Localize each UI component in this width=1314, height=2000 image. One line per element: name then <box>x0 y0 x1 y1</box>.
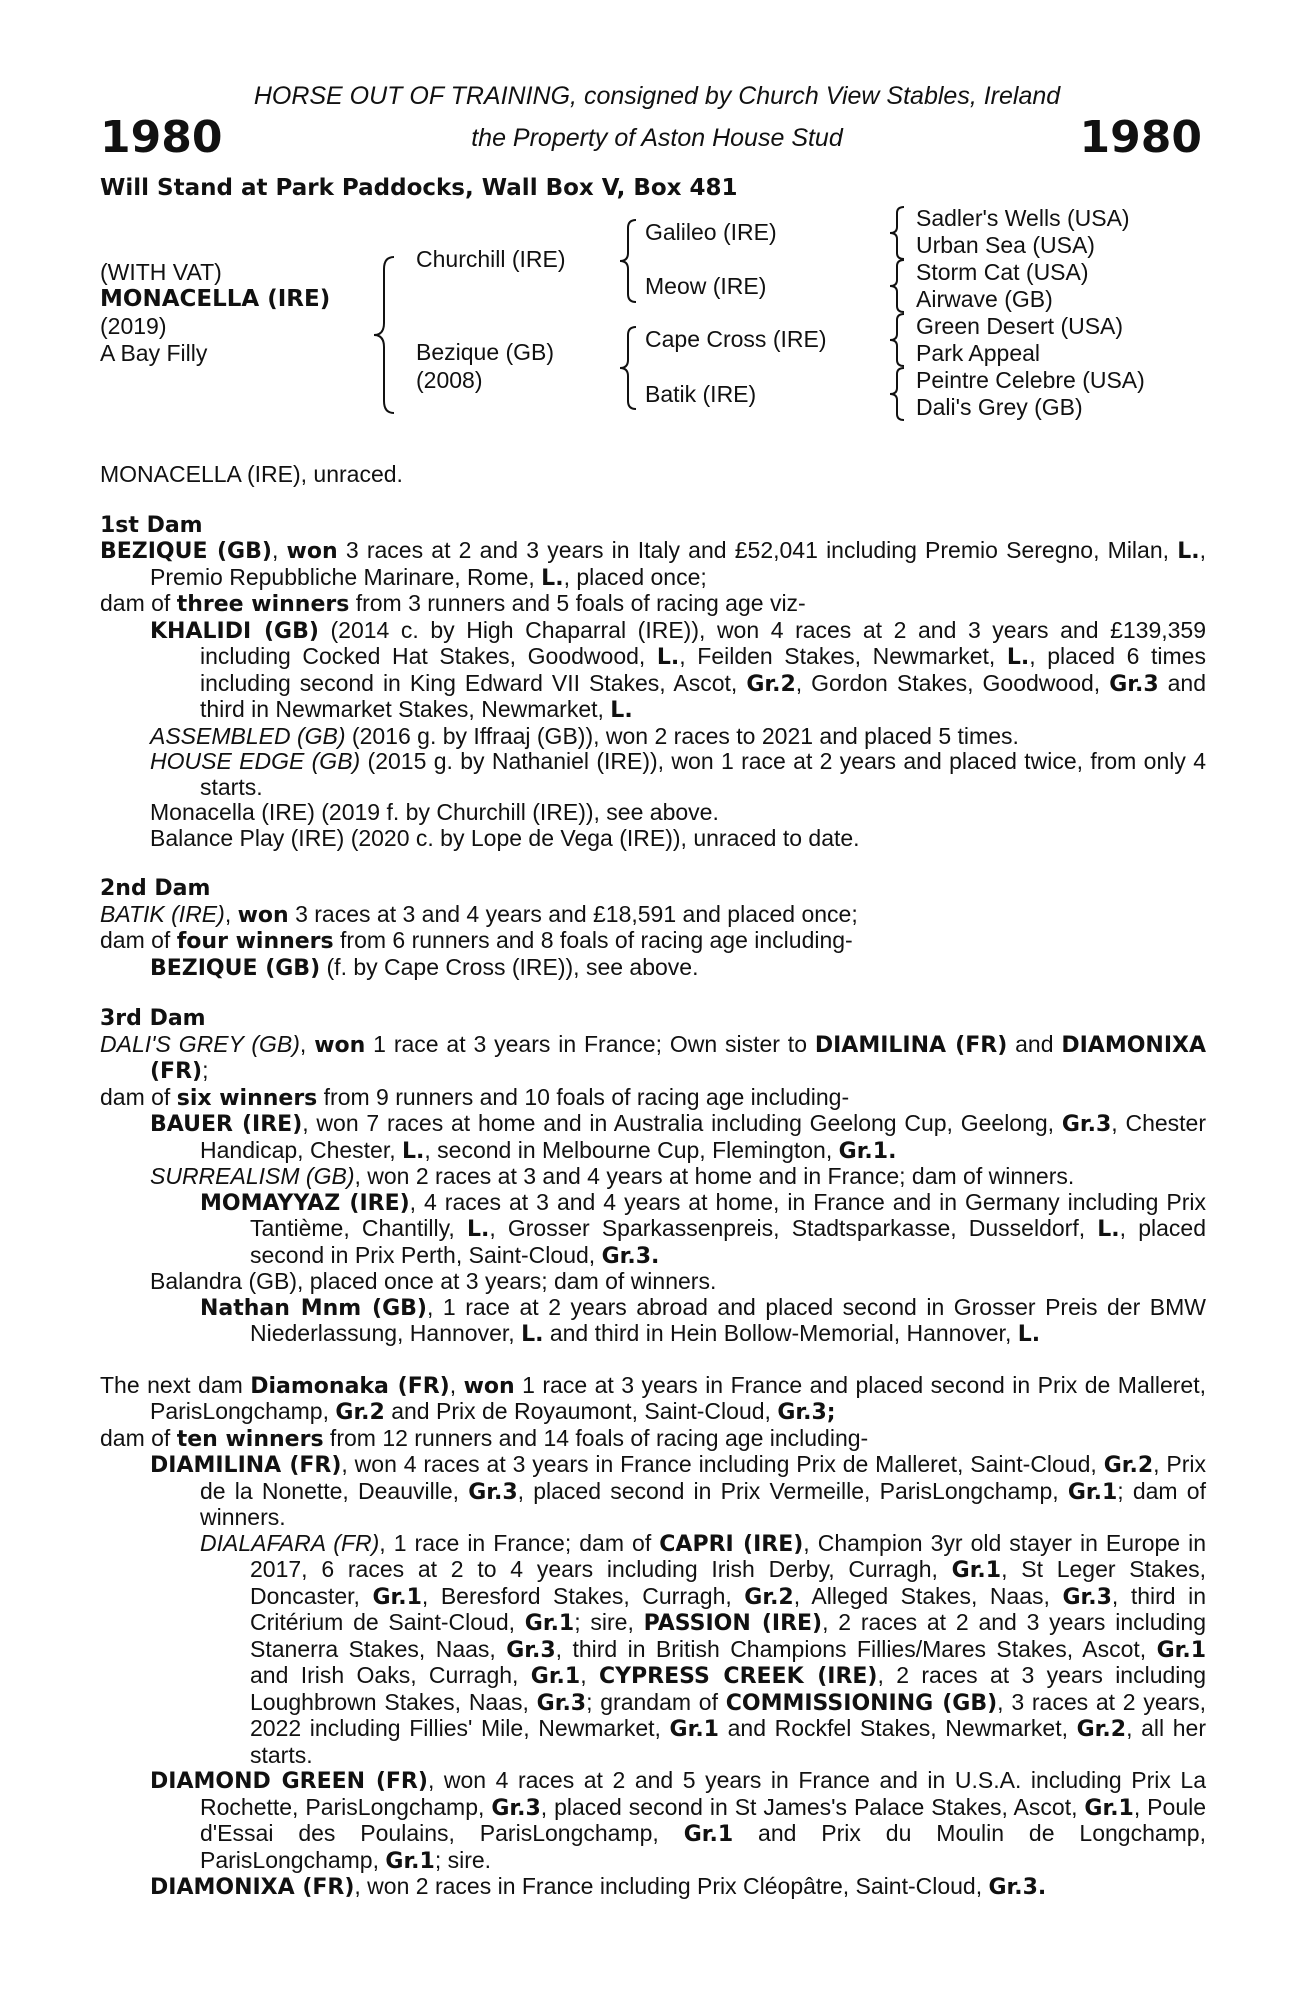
lot-number-right: 1980 <box>1079 112 1202 163</box>
first-dam-produce-line: dam of three winners from 3 runners and 5 foals of racing age viz- <box>100 590 806 617</box>
granddam-2: Batik (IRE) <box>645 381 757 407</box>
produce-khalidi: KHALIDI (GB) (2014 c. by High Chaparral (IRE)), won 4 races at 2 and 3 years and £139,359 including Cocked Hat Stakes, Goodwood, L., Feilden Stakes, Newmarket, L., placed 6 times including second in King Edward VII Stakes, Ascot, Gr.2, Gordon Stakes, Goodwood, Gr.3 and third in Newmarket Stakes, Newmarket, L. <box>150 616 1207 723</box>
pedigree-notes <box>100 462 1206 1901</box>
produce-dialafara: DIALAFARA (FR), 1 race in France; dam of CAPRI (IRE), Champion 3yr old stayer in Europe in 2017, 6 races at 2 to 4 years including Irish Derby, Curragh, Gr.1, St Leger Stakes, Doncaster, Gr.1, Beresford Stakes, Curragh, Gr.2, Alleged Stakes, Naas, Gr.3, third in Critérium de Saint-Cloud, Gr.1; sire, PASSION (IRE), 2 races at 2 and 3 years including Stanerra Stakes, Naas, Gr.3, third in British Champions Fillies/Mares Stakes, Ascot, Gr.1 and Irish Oaks, Curragh, Gr.1, CYPRESS CREEK (IRE), 2 races at 3 years including Loughbrown Stakes, Naas, Gr.3; grandam of COMMISSIONING (GB), 3 races at 2 years, 2022 including Fillies' Mile, Newmarket, Gr.1 and Rockfel Stakes, Newmarket, Gr.2, all her starts. <box>200 1529 1207 1768</box>
sire-name: Churchill (IRE) <box>416 246 566 272</box>
grandsire-2: Cape Cross (IRE) <box>645 326 827 352</box>
produce-house-edge: HOUSE EDGE (GB) (2015 g. by Nathaniel (IRE)), won 1 race at 2 years and placed twice, from only 4 starts. <box>150 748 1206 800</box>
pedigree-brace-gg3 <box>886 312 908 368</box>
third-dam-record: DALI'S GREY (GB), won 1 race at 3 years in France; Own sister to DIAMILINA (FR) and DIAMONIXA (FR); <box>100 1030 1207 1084</box>
produce-balance-play: Balance Play (IRE) (2020 c. by Lope de Vega (IRE)), unraced to date. <box>150 824 860 851</box>
second-dam-produce-line: dam of four winners from 6 runners and 8 foals of racing age including- <box>100 927 853 954</box>
great-grandparent-3: Storm Cat (USA) <box>916 259 1089 285</box>
granddam-1: Meow (IRE) <box>645 273 767 299</box>
great-grandparent-7: Peintre Celebre (USA) <box>916 367 1145 393</box>
property-line: the Property of Aston House Stud <box>471 124 843 152</box>
produce-surrealism: SURREALISM (GB), won 2 races at 3 and 4 years at home and in France; dam of winners. <box>150 1163 1075 1189</box>
produce-diamilina: DIAMILINA (FR), won 4 races at 3 years in France including Prix de Malleret, Saint-Cloud, Gr.2, Prix de la Nonette, Deauville, Gr.3, placed second in Prix Vermeille, ParisLongchamp, Gr.1; dam of winners. <box>150 1451 1206 1530</box>
third-dam-produce-line: dam of six winners from 9 runners and 10 foals of racing age including- <box>100 1083 850 1111</box>
pedigree-brace-gg1 <box>886 205 908 261</box>
lot-number-left: 1980 <box>100 112 223 163</box>
stand-location: Will Stand at Park Paddocks, Wall Box V, Box 481 <box>100 175 738 201</box>
horse-description: A Bay Filly <box>100 340 208 366</box>
pedigree-brace-main <box>370 255 400 415</box>
first-dam-record: BEZIQUE (GB), won 3 races at 2 and 3 years in Italy and £52,041 including Premio Seregno, Milan, L., Premio Repubbliche Marinare, Rome, L., placed once; <box>100 537 1207 591</box>
produce-assembled: ASSEMBLED (GB) (2016 g. by Iffraaj (GB)), won 2 races to 2021 and placed 5 times. <box>150 722 1019 749</box>
produce-bezique: BEZIQUE (GB) (f. by Cape Cross (IRE)), see above. <box>150 953 699 981</box>
horse-year: (2019) <box>100 313 167 339</box>
pedigree-brace-dam <box>616 325 640 411</box>
great-grandparent-5: Green Desert (USA) <box>916 313 1124 339</box>
second-dam-record: BATIK (IRE), won 3 races at 3 and 4 years and £18,591 and placed once; <box>100 900 858 928</box>
pedigree-brace-sire <box>616 218 640 304</box>
first-dam-heading: 1st Dam <box>100 512 203 538</box>
pedigree-brace-gg2 <box>886 258 908 314</box>
produce-diamond-green: DIAMOND GREEN (FR), won 4 races at 2 and 5 years in France and in U.S.A. including Prix La Rochette, ParisLongchamp, Gr.3, placed second in St James's Palace Stakes, Ascot, Gr.1, Poule d'Essai des Poulains, ParisLongchamp, Gr.1 and Prix du Moulin de Longchamp, ParisLongchamp, Gr.1; sire. <box>150 1767 1207 1874</box>
produce-momayyaz: MOMAYYAZ (IRE), 4 races at 3 and 4 years at home, in France and in Germany including Prix Tantième, Chantilly, L., Grosser Sparkassenpreis, Stadtsparkasse, Dusseldorf, L., placed second in Prix Perth, Saint-Cloud, Gr.3. <box>200 1188 1207 1269</box>
race-summary: MONACELLA (IRE), unraced. <box>100 461 403 487</box>
next-dam-record: The next dam Diamonaka (FR), won 1 race at 3 years in France and placed second in Prix de Malleret, ParisLongchamp, Gr.2 and Prix de Royaumont, Saint-Cloud, Gr.3; <box>100 1371 1206 1425</box>
produce-balandra: Balandra (GB), placed once at 3 years; dam of winners. <box>150 1268 717 1294</box>
produce-monacella: Monacella (IRE) (2019 f. by Churchill (IRE)), see above. <box>150 799 719 825</box>
pedigree-brace-gg4 <box>886 366 908 422</box>
great-grandparent-1: Sadler's Wells (USA) <box>916 205 1130 231</box>
produce-diamonixa: DIAMONIXA (FR), won 2 races in France including Prix Cléopâtre, Saint-Cloud, Gr.3. <box>150 1873 1047 1900</box>
grandsire-1: Galileo (IRE) <box>645 219 777 245</box>
great-grandparent-6: Park Appeal <box>916 340 1041 366</box>
great-grandparent-8: Dali's Grey (GB) <box>916 394 1083 420</box>
produce-nathan-mnm: Nathan Mnm (GB), 1 race at 2 years abroad and placed second in Grosser Preis der BMW Niederlassung, Hannover, L. and third in Hein Bollow-Memorial, Hannover, L. <box>200 1293 1206 1347</box>
horse-name: MONACELLA (IRE) <box>100 286 331 312</box>
third-dam-heading: 3rd Dam <box>100 1006 206 1031</box>
great-grandparent-4: Airwave (GB) <box>916 286 1053 312</box>
great-grandparent-2: Urban Sea (USA) <box>916 232 1095 258</box>
consignor-line: HORSE OUT OF TRAINING, consigned by Church View Stables, Ireland <box>253 82 1061 110</box>
second-dam-heading: 2nd Dam <box>100 876 211 901</box>
produce-bauer: BAUER (IRE), won 7 races at home and in Australia including Geelong Cup, Geelong, Gr.3, Chester Handicap, Chester, L., second in Melbourne Cup, Flemington, Gr.1. <box>150 1110 1206 1164</box>
vat-label: (WITH VAT) <box>100 259 222 285</box>
dam-name: Bezique (GB) <box>416 339 555 365</box>
next-dam-produce-line: dam of ten winners from 12 runners and 14 foals of racing age including- <box>100 1424 869 1452</box>
dam-year: (2008) <box>416 367 483 393</box>
